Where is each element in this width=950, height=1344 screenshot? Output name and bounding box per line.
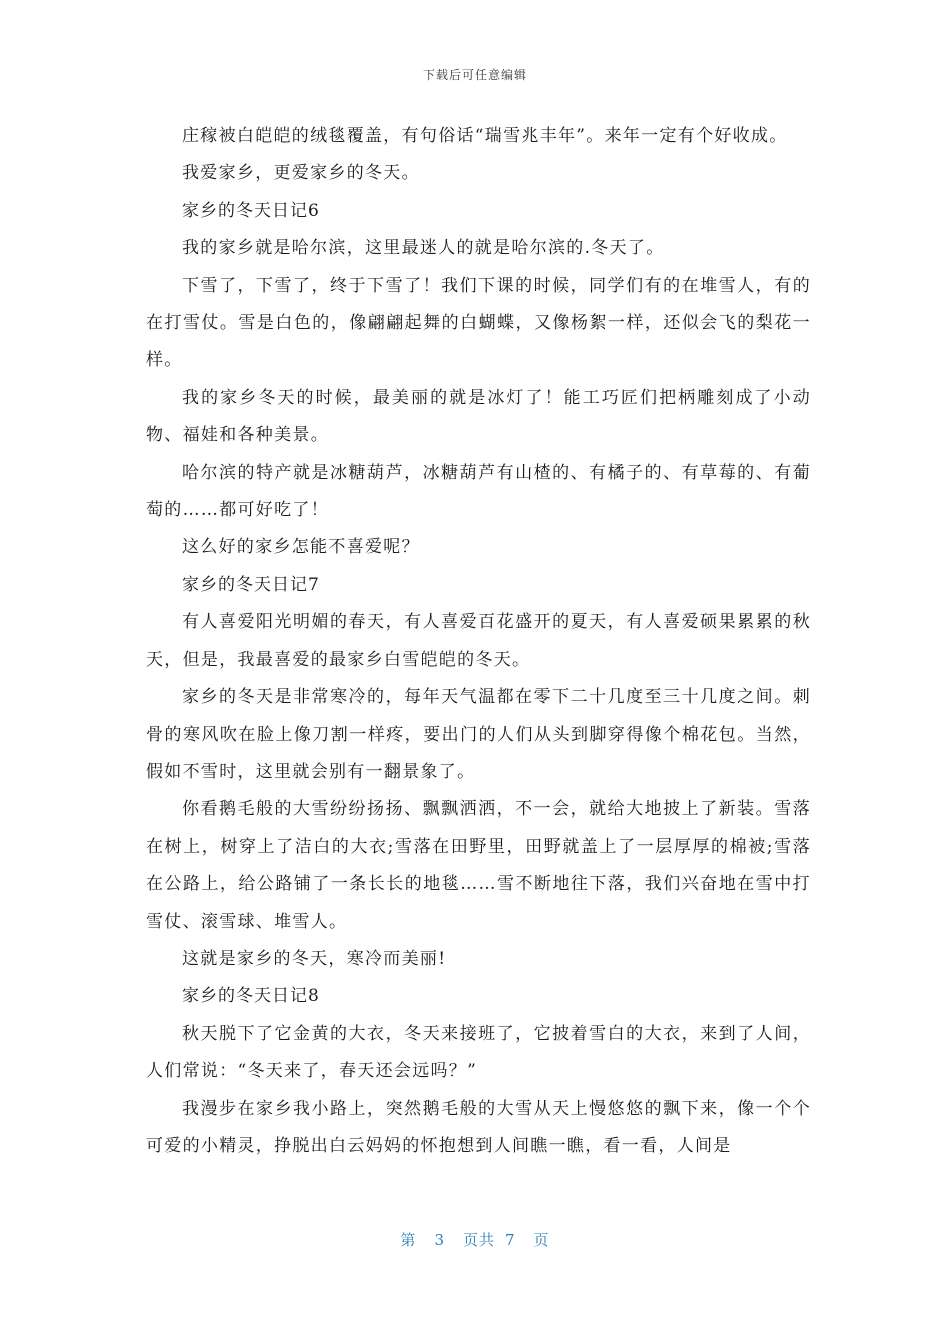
paragraph: 下雪了，下雪了，终于下雪了！我们下课的时候，同学们有的在堆雪人，有的在打雪仗。雪是白色的，像翩翩起舞的白蝴蝶，又像杨絮一样，还似会飞的梨花一样。	[146, 275, 811, 371]
paragraph: 我爱家乡，更爱家乡的冬天。	[182, 163, 420, 184]
paragraph: 庄稼被白皑皑的绒毯覆盖，有句俗话“瑞雪兆丰年”。来年一定有个好收成。	[182, 126, 788, 146]
paragraph: 你看鹅毛般的大雪纷纷扬扬、飘飘洒洒，不一会，就给大地披上了新装。雪落在树上，树穿上了洁白的大衣;雪落在田野里，田野就盖上了一层厚厚的棉被;雪落在公路上，给公路铺了一条长长的地毯……雪不断地往下落，我们兴奋地在雪中打雪仗、滚雪球、堆雪人。	[146, 799, 811, 932]
header-note: 下载后可任意编辑	[422, 68, 527, 82]
total-pages-number: 7	[505, 1231, 516, 1249]
paragraph: 有人喜爱阳光明媚的春天，有人喜爱百花盛开的夏天，有人喜爱硕果累累的秋天，但是，我最喜爱的最家乡白雪皑皑的冬天。	[146, 612, 811, 670]
section-heading: 家乡的冬天日记6	[182, 200, 320, 221]
page-mid: 页共	[462, 1231, 495, 1249]
paragraph: 我的家乡冬天的时候，最美丽的就是冰灯了！能工巧匠们把柄雕刻成了小动物、福娃和各种美景。	[146, 387, 811, 446]
current-page-number: 3	[434, 1231, 445, 1249]
section-heading: 家乡的冬天日记7	[182, 574, 320, 595]
paragraph: 我漫步在家乡我小路上，突然鹅毛般的大雪从天上慢悠悠的飘下来，像一个个可爱的小精灵，挣脱出白云妈妈的怀抱想到人间瞧一瞧，看一看，人间是	[146, 1098, 811, 1156]
paragraph: 秋天脱下了它金黄的大衣，冬天来接班了，它披着雪白的大衣，来到了人间，人们常说：“冬天来了，春天还会远吗？”	[146, 1023, 811, 1082]
document-body	[146, 118, 811, 1165]
paragraph: 这么好的家乡怎能不喜爱呢？	[182, 537, 420, 558]
paragraph: 哈尔滨的特产就是冰糖葫芦，冰糖葫芦有山楂的、有橘子的、有草莓的、有葡萄的……都可好吃了！	[146, 462, 811, 521]
page-footer	[0, 1229, 950, 1250]
paragraph: 这就是家乡的冬天，寒冷而美丽!	[182, 948, 447, 969]
paragraph: 我的家乡就是哈尔滨，这里最迷人的就是哈尔滨的.冬天了。	[182, 238, 665, 259]
page-suffix: 页	[533, 1231, 550, 1249]
page-prefix: 第	[400, 1231, 417, 1249]
section-heading: 家乡的冬天日记8	[182, 986, 320, 1007]
paragraph: 家乡的冬天是非常寒冷的，每年天气温都在零下二十几度至三十几度之间。刺骨的寒风吹在脸上像刀割一样疼，要出门的人们从头到脚穿得像个棉花包。当然，假如不雪时，这里就会别有一翻景象了。	[146, 687, 811, 782]
